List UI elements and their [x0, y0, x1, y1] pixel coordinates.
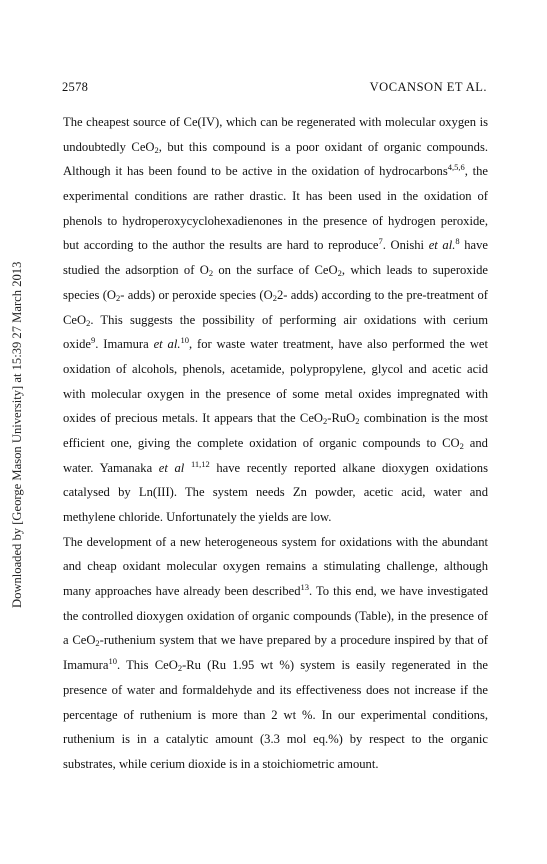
- text-line: [63, 431, 488, 456]
- text-segment: catalysed by Ln(III). The system needs Zn powder, acetic acid, water and: [63, 485, 488, 500]
- text-line: [63, 480, 488, 505]
- text-segment: Imamura: [63, 658, 109, 673]
- text-segment: water. Yamanaka: [63, 460, 159, 475]
- subscript: 2: [323, 416, 328, 427]
- text-line: [63, 110, 488, 135]
- body-text: [63, 110, 488, 777]
- text-segment: ruthenium is in a catalytic amount (3.3 mol eq.%) by respect to the organic: [63, 732, 488, 747]
- superscript: 10: [108, 656, 117, 667]
- text-segment: , but this compound is a poor oxidant of organic compounds.: [158, 139, 488, 154]
- italic-text: et al: [158, 460, 185, 475]
- subscript: 2: [116, 292, 121, 303]
- text-segment: have recently reported alkane dioxygen oxidations: [209, 460, 488, 475]
- page-number: 2578: [62, 80, 89, 94]
- text-line: [63, 628, 488, 653]
- superscript: 11,12: [190, 458, 210, 469]
- text-segment: and: [463, 435, 488, 450]
- subscript: 2: [177, 663, 183, 674]
- text-segment: [184, 461, 191, 475]
- text-segment: with molecular oxygen in the presence of some metal oxides impregnated with: [63, 386, 488, 401]
- italic-text: et al.: [428, 238, 456, 253]
- text-line: [63, 406, 488, 431]
- text-segment: many approaches have already been described: [63, 584, 301, 599]
- text-segment: substrates, while cerium dioxide is in a stoichiometric amount.: [63, 756, 379, 771]
- subscript: 2: [86, 317, 91, 328]
- text-segment: -RuO: [327, 411, 356, 426]
- superscript: 13: [300, 582, 310, 593]
- text-segment: studied the adsorption of O: [63, 263, 209, 278]
- text-line: [63, 554, 488, 579]
- superscript: 8: [455, 236, 460, 247]
- text-line: [63, 579, 488, 604]
- text-line: [63, 604, 488, 629]
- text-segment: -Ru (Ru 1.95 wt %) system is easily regenerated in the: [182, 658, 489, 673]
- text-segment: but according to the author the results are hard to reproduce: [63, 238, 379, 253]
- text-line: [63, 357, 488, 382]
- text-line: [63, 159, 488, 184]
- text-segment: oxides of precious metals. It appears that the CeO: [63, 411, 324, 426]
- text-line: [63, 283, 488, 308]
- text-segment: -ruthenium system that we have prepared by a procedure inspired by that of: [99, 633, 488, 648]
- superscript: 4,5,6: [447, 162, 465, 173]
- subscript: 2: [459, 440, 464, 451]
- text-segment: percentage of ruthenium is more than 2 wt %. In our experimental conditions,: [63, 707, 488, 722]
- text-line: [63, 332, 488, 357]
- text-line: [63, 456, 488, 481]
- subscript: 2: [95, 638, 100, 649]
- text-segment: The development of a new heterogeneous system for oxidations with the abundant: [63, 534, 488, 549]
- italic-text: et al.: [153, 337, 181, 352]
- subscript: 2: [337, 268, 342, 279]
- text-segment: oxide: [63, 337, 91, 352]
- text-segment: . Imamura: [95, 337, 154, 352]
- text-segment: . This suggests the possibility of performing air oxidations with cerium: [90, 312, 488, 327]
- text-segment: species (O: [63, 287, 117, 302]
- page-header: [62, 80, 487, 96]
- text-line: [63, 308, 488, 333]
- text-segment: 2- adds) according to the pre-treatment of: [276, 287, 489, 302]
- subscript: 2: [208, 268, 214, 279]
- subscript: 2: [355, 416, 360, 427]
- text-segment: , which leads to superoxide: [341, 263, 488, 278]
- text-line: [63, 653, 488, 678]
- text-line: [63, 184, 488, 209]
- text-segment: oxidation of alcohols, phenols, acetamide, polypropylene, glycol and acetic acid: [63, 361, 488, 376]
- text-line: [63, 678, 488, 703]
- subscript: 2: [154, 144, 159, 155]
- text-segment: phenols to hydroperoxycyclohexadienones in the presence of hydrogen peroxide,: [63, 213, 488, 228]
- superscript: 7: [378, 236, 383, 247]
- text-line: [63, 382, 488, 407]
- superscript: 9: [90, 335, 96, 346]
- text-segment: methylene chloride. Unfortunately the yields are low.: [63, 510, 332, 524]
- text-segment: Although it has been found to be active in the oxidation of hydrocarbons: [63, 164, 448, 179]
- text-segment: . Onishi: [382, 238, 429, 253]
- text-line: [63, 530, 488, 555]
- text-line: [63, 258, 488, 283]
- text-segment: , the: [464, 164, 488, 179]
- text-line: [63, 727, 488, 752]
- text-segment: , for waste water treatment, have also performed the wet: [188, 337, 489, 352]
- text-line: [63, 209, 488, 234]
- text-segment: combination is the most: [359, 411, 488, 426]
- text-segment: experimental conditions are rather drastic. It has been used in the oxidation of: [63, 189, 488, 204]
- text-segment: CeO: [63, 312, 87, 327]
- text-line: [63, 135, 488, 160]
- running-head: VOCANSON ET AL.: [369, 80, 487, 94]
- superscript: 10: [180, 335, 189, 346]
- text-segment: presence of water and formaldehyde and its effectiveness does not increase if the: [63, 682, 488, 697]
- text-line: [63, 505, 488, 530]
- text-segment: on the surface of CeO: [213, 263, 338, 278]
- text-segment: efficient one, giving the complete oxidation of organic compounds to CO: [63, 435, 460, 450]
- download-watermark: Downloaded by [George Mason University] at 15:39 27 March 2013: [10, 261, 24, 608]
- text-segment: . This CeO: [116, 658, 178, 673]
- text-line: [63, 233, 488, 258]
- text-line: [63, 703, 488, 728]
- subscript: 2: [272, 292, 277, 303]
- text-segment: - adds) or peroxide species (O: [120, 287, 273, 302]
- text-segment: a CeO: [63, 633, 96, 648]
- text-segment: . To this end, we have investigated: [309, 584, 488, 599]
- text-segment: The cheapest source of Ce(IV), which can be regenerated with molecular oxygen is: [63, 115, 488, 129]
- text-segment: undoubtedly CeO: [63, 139, 155, 154]
- text-segment: have: [459, 238, 488, 253]
- text-segment: the controlled dioxygen oxidation of organic compounds (Table), in the presence of: [63, 608, 488, 623]
- text-line: [63, 752, 488, 777]
- text-segment: and cheap oxidant molecular oxygen remains a stimulating challenge, although: [63, 559, 488, 574]
